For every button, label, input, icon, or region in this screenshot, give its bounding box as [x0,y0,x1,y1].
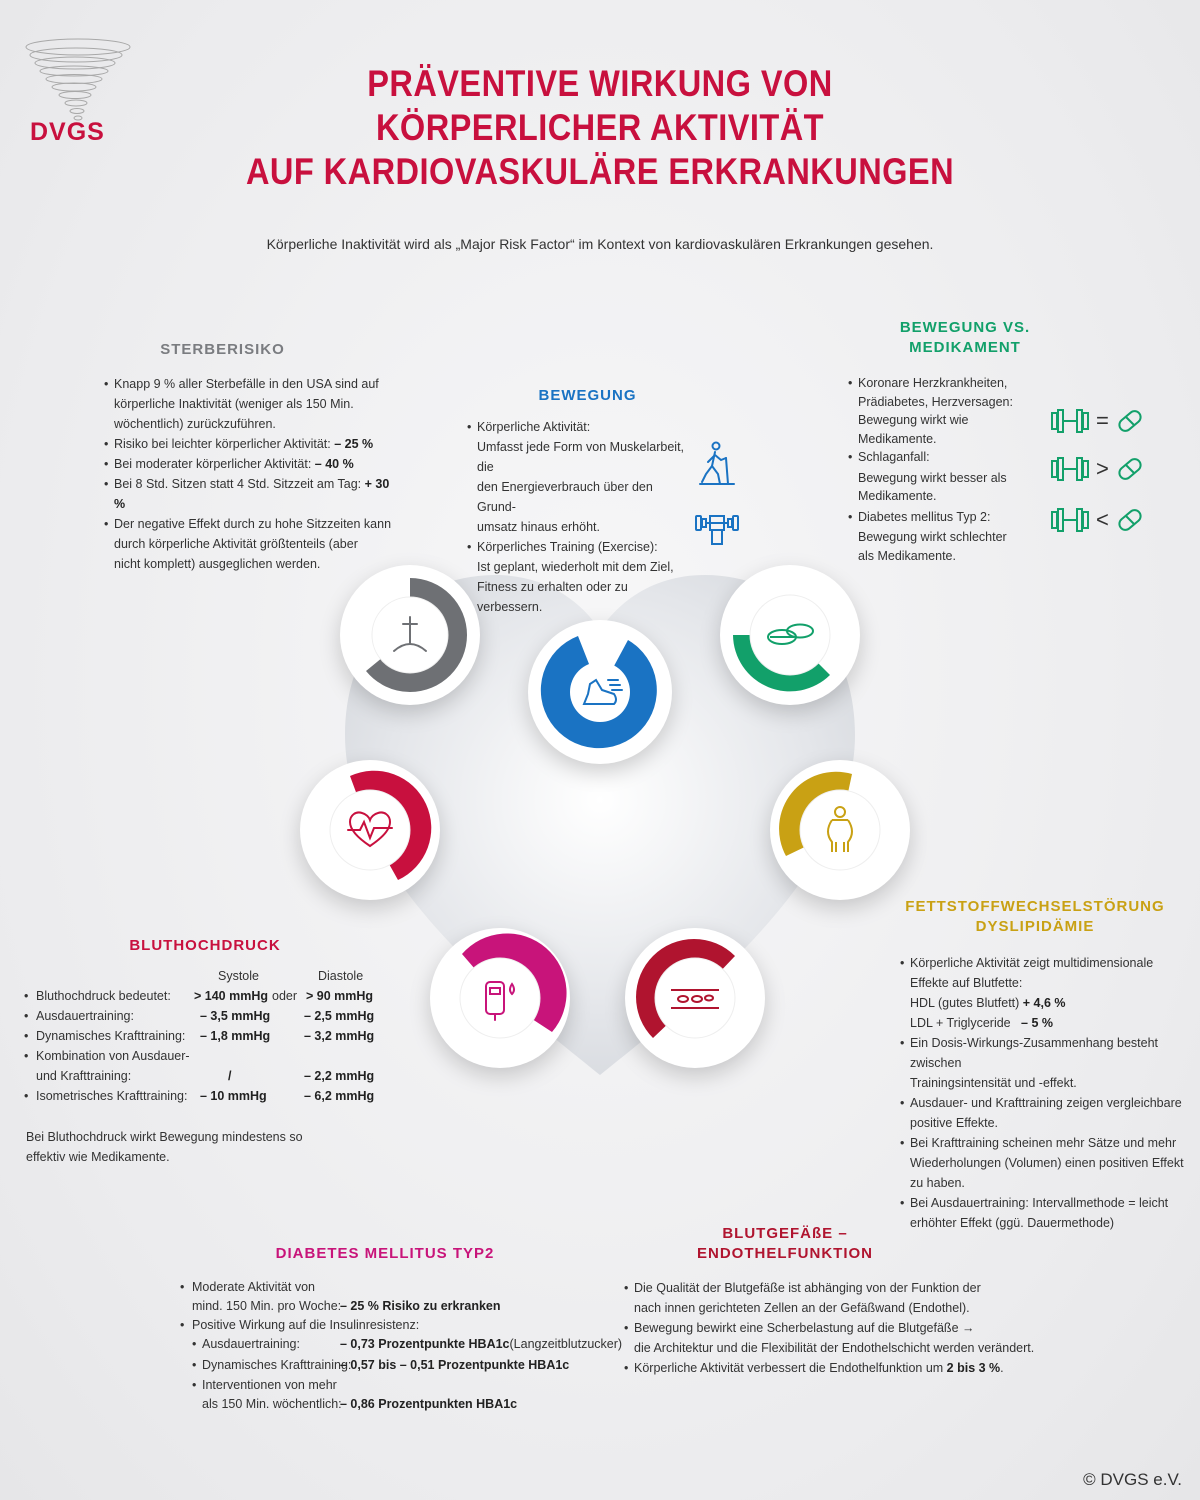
dumbbell-icon [1050,406,1090,436]
dumbbell-icon [1050,505,1090,535]
list-item-sub: LDL + Triglyceride – 5 % [910,1016,1054,1030]
walking-person-icon [698,440,738,486]
bluthochdruck-table [24,966,384,1106]
list-item: • Schlaganfall: [846,448,1046,467]
bluthochdruck-title: BLUTHOCHDRUCK [129,937,281,954]
list-item-cont: Trainingsintensität und -effekt. [910,1076,1077,1090]
blutgefaesse-list [622,1278,1042,1378]
list-item: • Körperliches Training (Exercise): [465,537,695,557]
list-item: • Ausdauer- und Krafttraining zeigen vergleichbare [898,1093,1188,1113]
list-item: • Die Qualität der Blutgefäße ist abhänging von der Funktion der [622,1278,1042,1298]
fett-title: FETTSTOFFWECHSELSTÖRUNG DYSLIPIDÄMIE [905,898,1165,935]
list-item-cont: Ist geplant, wiederholt mit dem Ziel, [477,560,674,574]
pill-icon [1116,407,1144,435]
list-item: • Bei 8 Std. Sitzen statt 4 Std. Sitzzeit am Tag: + 30 % [102,474,402,514]
list-item: • Ein Dosis-Wirkungs-Zusammenhang besteht zwischen [898,1033,1188,1073]
table-row: • Dynamisches Krafttraining: – 1,8 mmHg – 3,2 mmHg [24,1029,375,1043]
medikament-list [846,374,1046,565]
comparison-equal [1050,406,1150,436]
table-row: • Ausdauertraining: – 3,5 mmHg – 2,5 mmHg [24,1009,375,1023]
bluthochdruck-circle [300,760,440,900]
list-item-cont: Prädiabetes, Herzversagen: [858,394,1013,409]
fett-circle [770,760,910,900]
blutgefaesse-title: BLUTGEFÄßE – ENDOTHELFUNKTION [697,1225,873,1262]
list-item-cont: positive Effekte. [910,1116,999,1130]
fett-list [898,953,1188,1233]
list-item: • Dynamisches Krafttraining: – 0,57 bis – 0,51 Prozentpunkte HBA1c [192,1358,570,1372]
list-item-cont: Bewegung wirkt besser als [858,470,1007,485]
diabetes-circle [430,928,570,1068]
copyright: © DVGS e.V. [1083,1470,1182,1489]
table-row: • Kombination von Ausdauer- [24,1049,190,1063]
list-item-cont: Umfasst jede Form von Muskelarbeit, die [477,440,685,474]
list-item: • Bewegung bewirkt eine Scherbelastung auf die Blutgefäße → [622,1318,1042,1338]
list-item-cont: Bewegung wirkt wie Medikamente. [858,413,969,446]
title-line-3: AUF KARDIOVASKULÄRE ERKRANKUNGEN [245,151,955,192]
col-diastole: Diastole [318,969,364,983]
list-item-cont: körperliche Inaktivität (weniger als 150 Min. [114,397,354,411]
title-line-1: PRÄVENTIVE WIRKUNG VON [367,63,833,104]
list-item: • Körperliche Aktivität: [465,417,695,437]
list-item: • Bei Krafttraining scheinen mehr Sätze und mehr [898,1133,1188,1153]
list-item-cont: Medikamente. [858,489,937,503]
list-item-cont: Fitness zu erhalten oder zu verbessern. [477,580,628,614]
operator-text: < [1096,507,1109,532]
list-item: • Körperliche Aktivität verbessert die Endothelfunktion um 2 bis 3 %. [622,1358,1042,1378]
medikament-title: BEWEGUNG VS. MEDIKAMENT [899,319,1031,356]
subtitle: Körperliche Inaktivität wird als „Major Risk Factor“ im Kontext von kardiovaskulären Erkrankungen gesehen. [266,236,934,252]
list-item-cont: Bewegung wirkt schlechter [858,530,1007,544]
list-item-cont: den Energieverbrauch über den Grund- [477,480,653,514]
dumbbell-icon [1050,454,1090,484]
sterberisiko-circle [340,565,480,705]
list-item: • Ausdauertraining: – 0,73 Prozentpunkte HBA1c (Langzeitblutzucker) [192,1337,623,1351]
col-systole: Systole [218,969,259,983]
list-item-cont: die Architektur und die Flexibilität der Endothelschicht werden verändert. [634,1341,1035,1355]
comparison-greater [1050,454,1150,484]
list-item-cont: durch körperliche Aktivität größtenteils (aber [114,537,358,551]
list-item-cont: als Medikamente. [858,548,956,563]
list-item: • Der negative Effekt durch zu hohe Sitzzeiten kann [102,514,402,534]
page-title [0,62,1200,194]
list-item: • Risiko bei leichter körperlicher Aktivität: – 25 % [102,434,402,454]
list-item-cont: Wiederholungen (Volumen) einen positiven Effekt [910,1156,1184,1170]
bewegung-title: BEWEGUNG [538,387,637,404]
blutgefaesse-circle [625,928,765,1068]
bewegung-circle [528,620,672,764]
table-row: und Krafttraining: / – 2,2 mmHg [36,1069,375,1083]
list-item: • Interventionen von mehr [192,1378,337,1392]
list-item: mind. 150 Min. pro Woche: – 25 % Risiko zu erkranken [192,1299,501,1313]
diabetes-title: DIABETES MELLITUS TYP2 [275,1245,495,1262]
table-row: • Bluthochdruck bedeutet: > 140 mmHg oder > 90 mmHg [24,989,374,1003]
list-item: • Moderate Aktivität von [180,1280,315,1294]
diabetes-list [180,1278,640,1414]
dumbbell-lift-icon [694,510,740,548]
list-item: • Bei Ausdauertraining: Intervallmethode = leicht [898,1193,1188,1213]
sterberisiko-list [102,374,402,574]
operator-text: = [1096,408,1109,433]
list-item-cont: wöchentlich) zurückzuführen. [114,417,276,431]
table-row: • Isometrisches Krafttraining: – 10 mmHg – 6,2 mmHg [24,1089,375,1103]
list-item: • Knapp 9 % aller Sterbefälle in den USA sind auf [102,374,402,394]
list-item-cont: umsatz hinaus erhöht. [477,520,600,534]
medikament-circle [720,565,860,705]
bewegung-list [465,417,695,617]
list-item: • Diabetes mellitus Typ 2: [846,508,1046,527]
list-item: als 150 Min. wöchentlich: – 0,86 Prozentpunkten HBA1c [202,1397,518,1411]
list-item: • Körperliche Aktivität zeigt multidimensionale [898,953,1188,973]
pill-icon [1116,506,1144,534]
list-item-cont: zu haben. [910,1176,965,1190]
sterberisiko-title: STERBERISIKO [160,341,285,358]
list-item-cont: Effekte auf Blutfette: [910,976,1023,990]
list-item: • Koronare Herzkrankheiten, [846,374,1046,393]
pill-icon [1116,455,1144,483]
list-item-cont: nach innen gerichteten Zellen an der Gefäßwand (Endothel). [634,1301,970,1315]
comparison-less [1050,505,1150,535]
list-item-cont: erhöhter Effekt (ggü. Dauermethode) [910,1216,1115,1230]
logo-text: DVGS [30,118,105,146]
list-item-sub: HDL (gutes Blutfett) + 4,6 % [910,996,1066,1010]
list-item: • Bei moderater körperlicher Aktivität: – 40 % [102,454,402,474]
list-item: • Positive Wirkung auf die Insulinresistenz: [180,1318,420,1332]
bluthochdruck-footer: Bei Bluthochdruck wirkt Bewegung mindestens so effektiv wie Medikamente. [26,1130,303,1164]
title-line-2: KÖRPERLICHER AKTIVITÄT [375,107,825,148]
operator-text: > [1096,456,1109,481]
list-item-cont: nicht komplett) ausgeglichen werden. [114,557,321,571]
